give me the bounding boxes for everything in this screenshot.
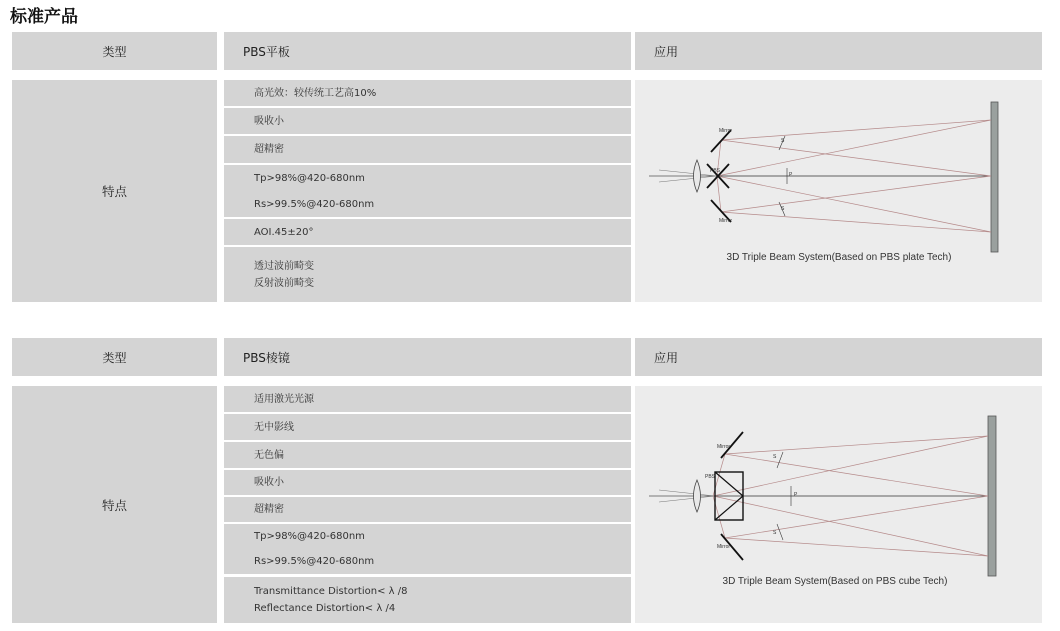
screen [988,416,996,576]
product-name-header: PBS棱镜 [224,338,631,376]
svg-text:P: P [789,172,793,178]
svg-text:PBS: PBS [705,474,716,480]
feature-item: 无中影线 [224,414,631,440]
feature-label: 特点 [12,386,217,623]
lens [694,160,701,192]
svg-text:S: S [773,454,777,460]
feature-item: AOI.45±20° [224,219,631,245]
feature-item: Tp>98%@420-680nm Rs>99.5%@420-680nm [224,165,631,217]
svg-text:3D Triple Beam System(Based on: 3D Triple Beam System(Based on PBS plate Tech) [726,252,952,263]
svg-text:S: S [773,530,777,536]
feature-item: 吸收小 [224,108,631,134]
feature-item: 无色偏 [224,442,631,468]
type-header: 类型 [12,338,217,376]
feature-item: 适用激光光源 [224,386,631,412]
page-title: 标准产品 [10,7,78,27]
feature-item: 高光效：较传统工艺高10% [224,80,631,106]
svg-text:S: S [781,206,785,212]
feature-item: 超精密 [224,136,631,163]
svg-text:PBS: PBS [710,168,721,174]
product-name-header: PBS平板 [224,32,631,70]
feature-item: Transmittance Distortion< λ /8 Reflectance Distortion< λ /4 [224,577,631,623]
product-table-pbs-plate [12,32,1042,302]
feature-item: 超精密 [224,497,631,522]
application-header: 应用 [635,32,1042,70]
application-diagram-plate [635,80,1042,302]
type-header: 类型 [12,32,217,70]
feature-label: 特点 [12,80,217,302]
svg-text:Mirror: Mirror [717,544,731,550]
application-diagram-cube [635,386,1042,623]
svg-text:P: P [794,492,798,498]
application-header: 应用 [635,338,1042,376]
screen [991,102,998,252]
svg-text:3D Triple Beam System(Based on: 3D Triple Beam System(Based on PBS cube Tech) [722,576,948,587]
svg-text:Mirror: Mirror [717,444,731,450]
lens [694,480,701,512]
product-table-pbs-cube [12,338,1042,623]
feature-item: Tp>98%@420-680nm Rs>99.5%@420-680nm [224,524,631,574]
feature-item: 透过波前畸变 反射波前畸变 [224,247,631,302]
svg-text:Mirror: Mirror [719,128,733,134]
svg-text:Mirror: Mirror [719,218,733,224]
feature-item: 吸收小 [224,470,631,495]
svg-text:S: S [781,138,785,144]
